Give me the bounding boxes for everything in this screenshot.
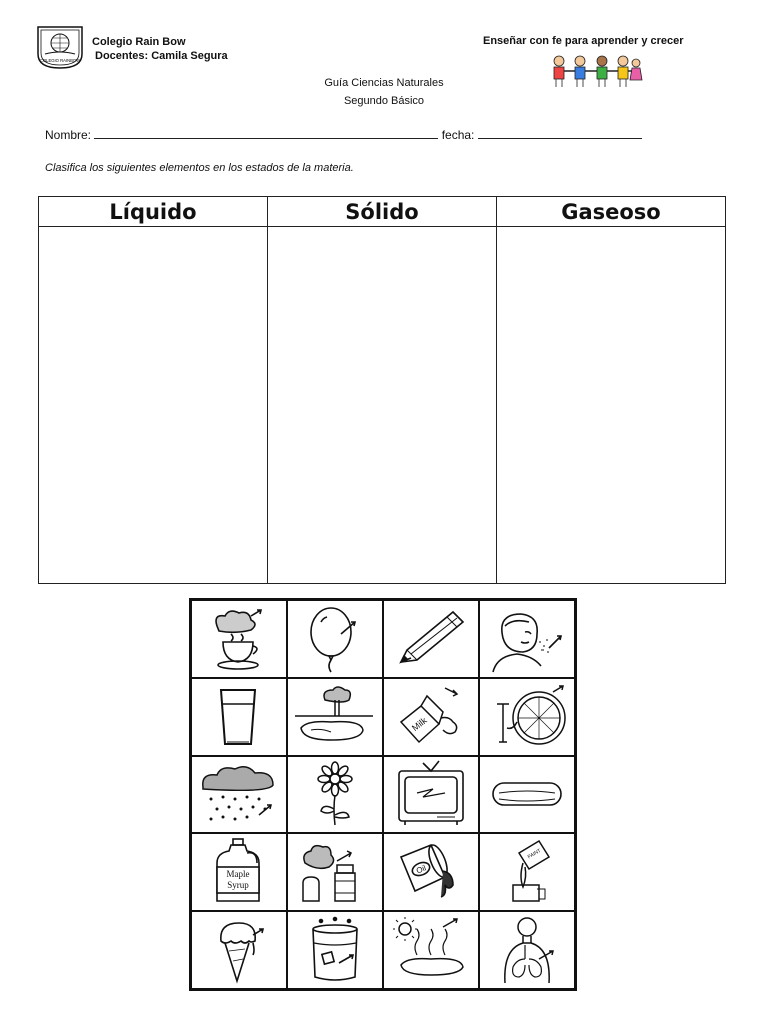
svg-text:Syrup: Syrup (227, 880, 249, 891)
states-of-matter-table (38, 196, 726, 584)
picture-cell (383, 833, 479, 911)
puddle-with-tree-icon (291, 682, 379, 752)
paint-can-pouring-icon (483, 837, 571, 907)
picture-cell (191, 833, 287, 911)
instructions: Clasifica los siguientes elementos en los estados de la materia. (45, 162, 354, 174)
guide-subject: Guía Ciencias Naturales (324, 77, 444, 89)
picture-cell (287, 756, 383, 834)
solid-answer-cell[interactable] (268, 227, 497, 584)
picture-cell (479, 911, 575, 989)
pencil-icon (387, 604, 475, 674)
svg-text:COLEGIO RAINBOW: COLEGIO RAINBOW (39, 58, 81, 63)
picture-cell (287, 833, 383, 911)
name-label: Nombre: (45, 128, 92, 142)
picture-cell (287, 678, 383, 756)
date-label: fecha: (441, 128, 475, 142)
guide-grade: Segundo Básico (343, 95, 425, 107)
picture-cell (383, 600, 479, 678)
school-logo-icon (35, 24, 85, 70)
picture-cell (479, 600, 575, 678)
evaporating-puddle-icon (387, 915, 475, 985)
glass-of-water-icon (195, 682, 283, 752)
svg-text:Maple: Maple (226, 869, 250, 880)
picture-cell (383, 756, 479, 834)
child-sneezing-icon (483, 604, 571, 674)
school-motto: Enseñar con fe para aprender y crecer (483, 35, 684, 47)
picture-cell (287, 911, 383, 989)
picture-cell (479, 756, 575, 834)
date-input-line[interactable] (478, 127, 642, 139)
svg-text:PAINT: PAINT (526, 848, 543, 861)
picture-cell (191, 678, 287, 756)
column-gas: Gaseoso (497, 197, 726, 227)
picture-cell (479, 678, 575, 756)
oil-can-icon (387, 837, 475, 907)
school-name: Colegio Rain Bow (92, 36, 186, 48)
maple-syrup-bottle-icon (195, 837, 283, 907)
steaming-cup-icon (195, 604, 283, 674)
gas-answer-cell[interactable] (497, 227, 726, 584)
picture-cell (287, 600, 383, 678)
picture-cell (383, 911, 479, 989)
student-fields (45, 127, 685, 142)
column-liquid: Líquido (39, 197, 268, 227)
svg-text:Milk: Milk (409, 714, 429, 733)
spilled-milk-icon (387, 682, 475, 752)
teacher-name: Docentes: Camila Segura (95, 50, 228, 62)
television-icon (387, 759, 475, 829)
picture-cell (479, 833, 575, 911)
name-input-line[interactable] (94, 127, 438, 139)
melting-ice-cream-icon (195, 915, 283, 985)
jar-of-water-icon (291, 915, 379, 985)
picture-cell (383, 678, 479, 756)
picture-cell (191, 911, 287, 989)
hot-dog-bun-icon (483, 759, 571, 829)
school-info (92, 35, 228, 63)
liquid-answer-cell[interactable] (39, 227, 268, 584)
flower-icon (291, 759, 379, 829)
lungs-breathing-icon (483, 915, 571, 985)
rain-cloud-icon (195, 759, 283, 829)
balloon-icon (291, 604, 379, 674)
picture-grid (189, 598, 577, 991)
picture-cell (191, 600, 287, 678)
spray-can-icon (291, 837, 379, 907)
column-solid: Sólido (268, 197, 497, 227)
picture-cell (191, 756, 287, 834)
bicycle-pump-icon (483, 682, 571, 752)
svg-text:Oil: Oil (414, 863, 428, 876)
